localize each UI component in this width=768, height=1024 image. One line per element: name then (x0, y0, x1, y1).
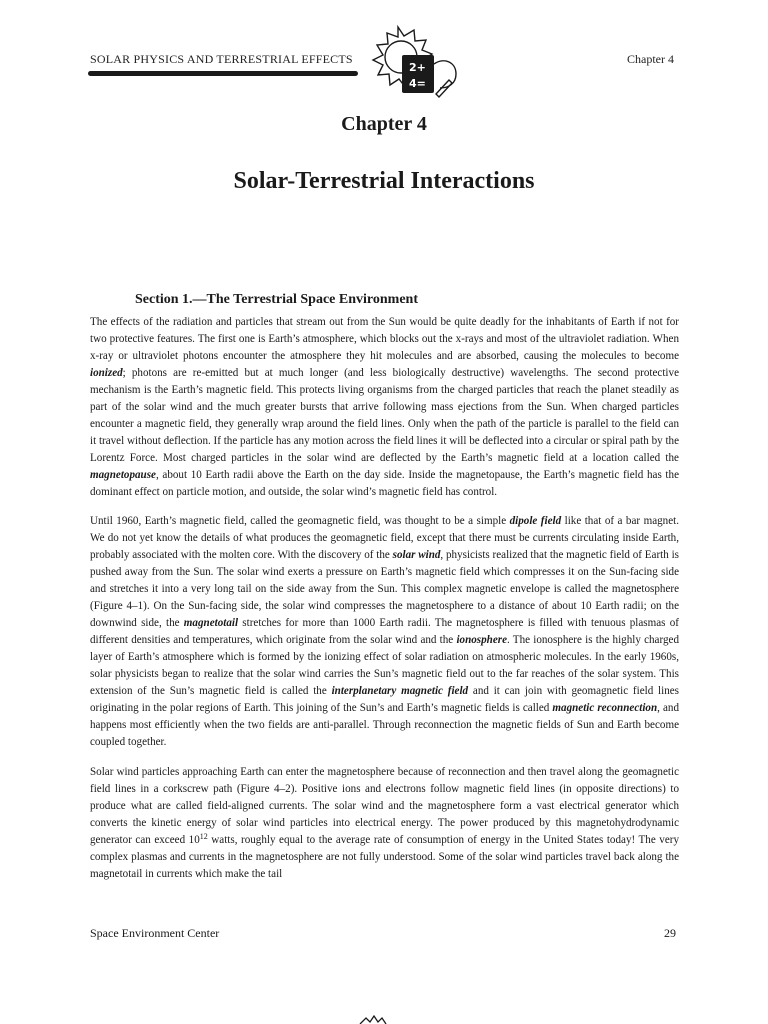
term-interplanetary-magnetic-field: interplanetary magnetic field (331, 685, 469, 698)
chapter-title: Solar-Terrestrial Interactions (233, 168, 535, 194)
running-chapter: Chapter 4 (627, 52, 674, 66)
text-run: The effects of the radiation and particles that stream out from the Sun would be quite deadly for the inhabitants of Earth if not for two protective features. The first one is Earth’s atmosphere, which blocks out the x-rays and most of the ultraviolet radiation. When x-ray or ultraviolet photons encounter the atmosphere they hit molecules and are absorbed, causing the molecules to become (90, 316, 679, 362)
term-magnetic-reconnection: magnetic reconnection (552, 701, 658, 714)
next-page-edge-mark (340, 1012, 420, 1024)
text-run: watts, roughly equal to the average rate of consumption of energy in the United States today! The very complex plasmas and currents in the magnetosphere are not fully understood. Some of the solar wind particles travel back along the magnetotail in currents which make the tail (90, 833, 679, 880)
logo-text-bottom: 4= (409, 77, 426, 90)
term-magnetotail: magnetotail (183, 617, 239, 630)
text-run: , physicists realized that the magnetic field of Earth is pushed away from the Sun. The solar wind exerts a pressure on Earth’s magnetic field which compresses it on the Sun-facing side and stretches it into a very long tail on the side away from the Sun. This complex magnetic envelope is called the magnetosphere (Figure 4–1). On the Sun-facing side, the solar wind compresses the magnetosphere to a distance of about 10 Earth radii; on the downwind side, the (90, 549, 679, 630)
text-run: , and happens most efficiently when the two fields are anti-parallel. Through reconnection the magnetic fields of Sun and Earth become coupled together. (90, 701, 679, 748)
text-run: Solar wind particles approaching Earth can enter the magnetosphere because of reconnection and then travel along the geomagnetic field lines in a corkscrew path (Figure 4–2). Positive ions and electrons follow magnetic field lines (in opposite directions) to produce what are called field-aligned currents. The solar wind and the magnetosphere form a vast electrical generator which converts the kinetic energy of solar wind particles into electrical energy. The power produced by this magnetohydrodynamic generator can exceed 10 (90, 765, 679, 846)
text-run: and it can join with geomagnetic field lines originating in the polar regions of Earth. This joining of the Sun’s and Earth’s magnetic fields is called (90, 685, 679, 714)
text-run: . The ionosphere is the highly charged layer of Earth’s atmosphere which is formed by the ionizing effect of solar radiation on atmospheric molecules. In the early 1960s, solar physicists began to realize that the solar wind carries the Sun’s magnetic field out to the far reaches of the solar system. This extension of the Sun’s magnetic field is called the (90, 634, 679, 698)
term-dipole-field: dipole field (509, 515, 562, 528)
paragraph-1 (90, 314, 679, 500)
term-ionosphere: ionosphere (456, 634, 507, 647)
term-solar-wind: solar wind (392, 549, 441, 562)
page-number: 29 (664, 926, 676, 940)
sun-calculator-icon (356, 22, 466, 102)
body-text (90, 314, 679, 896)
section-heading: Section 1.—The Terrestrial Space Environment (135, 292, 418, 307)
text-run: ; photons are re-emitted but at much longer (and less biologically destructive) wavelengths. The second protective mechanism is the Earth’s magnetic field. This protects living organisms from the charged particles that reach the planet steadily as part of the solar wind and the much greater bursts that arrive following mass ejections from the Sun. When charged particles encounter a magnetic field, they generally wrap around the field lines. Only when the path of the particle is parallel to the field can it travel without deflection. If the particle has any motion across the field lines it will be deflected into a circular or spiral path by the Lorentz Force. Most charged particles in the solar wind are deflected by the Earth’s magnetic field at a location called the (90, 366, 680, 464)
text-run: stretches for more than 1000 Earth radii. The magnetosphere is filled with tenuous plasmas of different densities and temperatures, which originate from the solar wind and the (90, 617, 679, 647)
running-title: SOLAR PHYSICS AND TERRESTRIAL EFFECTS (90, 52, 353, 66)
exponent: 12 (199, 831, 208, 841)
header-rule (88, 71, 358, 76)
paragraph-3 (90, 764, 679, 883)
chapter-label: Chapter 4 (341, 113, 427, 135)
text-run: Until 1960, Earth’s magnetic field, called the geomagnetic field, was thought to be a simple (90, 515, 510, 528)
footer-organization: Space Environment Center (90, 926, 220, 940)
text-run: , about 10 Earth radii above the Earth on the day side. Inside the magnetopause, the Earth’s magnetic field has the dominant effect on particle motion, and outside, the solar wind’s magnetic field has control. (90, 468, 679, 498)
term-magnetopause: magnetopause (90, 468, 156, 481)
paragraph-2 (90, 513, 679, 750)
text-run: like that of a bar magnet. We do not yet know the details of what produces the geomagnetic field, except that there must be currents circulating inside Earth, probably associated with the molten core. With the discovery of the (90, 515, 679, 562)
logo-text-top: 2+ (409, 61, 426, 74)
term-ionized: ionized (90, 366, 123, 379)
